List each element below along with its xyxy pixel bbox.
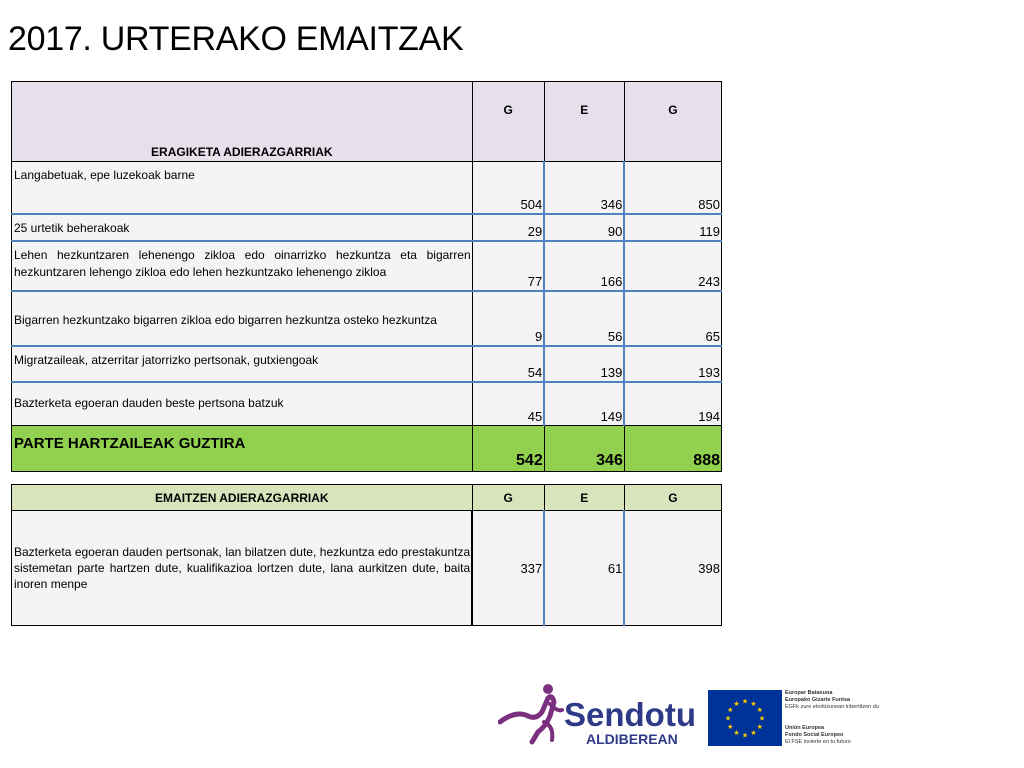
row-label: Migratzaileak, atzerritar jatorrizko pertsonak, gutxiengoak — [12, 346, 473, 382]
eu-star-icon: ★ — [750, 700, 757, 708]
eu-line: El FSE invierte en tu futuro — [785, 739, 851, 745]
eu-fund-text — [785, 690, 905, 746]
page-title: 2017. URTERAKO EMAITZAK — [8, 20, 464, 58]
row-value: 77 — [472, 241, 544, 291]
row-value: 504 — [472, 162, 544, 214]
row-value: 139 — [544, 346, 624, 382]
result-indicators-table — [11, 484, 722, 626]
header-col-3: G — [624, 82, 721, 162]
eu-star-icon: ★ — [733, 700, 740, 708]
row-value: 119 — [624, 214, 721, 241]
row-value: 9 — [472, 291, 544, 346]
eu-star-icon: ★ — [727, 707, 734, 714]
runner-icon — [500, 684, 562, 742]
eu-flag-icon — [708, 690, 782, 746]
operation-indicators-table — [11, 81, 722, 472]
table-row — [12, 241, 722, 291]
eu-line: EGFk zure etorkizunean inbertitzen du — [785, 704, 879, 710]
row-label: Lehen hezkuntzaren lehenengo zikloa edo oinarrizko hezkuntza eta bigarren hezkuntzaren lehengo zikloa edo lehen hezkuntzako lehenengo zikloa — [12, 241, 473, 291]
total-value: 888 — [624, 426, 721, 472]
header-col-1: G — [472, 82, 544, 162]
eu-star-icon: ★ — [727, 724, 734, 731]
total-row — [12, 426, 722, 472]
eu-star-icon: ★ — [733, 730, 740, 738]
eu-line: Europako Gizarte Funtsa — [785, 697, 851, 703]
sendotu-wordmark: Sendotu — [564, 696, 696, 733]
row-value: 398 — [624, 511, 721, 626]
header-indicator: ERAGIKETA ADIERAZGARRIAK — [12, 82, 473, 162]
table-row — [12, 291, 722, 346]
eu-star-icon: ★ — [741, 698, 749, 706]
row-label: 25 urtetik beherakoak — [12, 214, 473, 241]
eu-star-icon: ★ — [724, 715, 732, 723]
row-value: 45 — [472, 382, 544, 426]
header-col-3: G — [624, 485, 721, 511]
row-value: 166 — [544, 241, 624, 291]
table-header-row — [12, 485, 722, 511]
row-value: 54 — [472, 346, 544, 382]
table-row — [12, 382, 722, 426]
header-col-1: G — [472, 485, 544, 511]
table-row — [12, 511, 722, 626]
row-value: 243 — [624, 241, 721, 291]
table-header-row — [12, 82, 722, 162]
eu-star-icon: ★ — [756, 707, 763, 714]
table-row — [12, 214, 722, 241]
table-row — [12, 346, 722, 382]
row-value: 346 — [544, 162, 624, 214]
row-value: 194 — [624, 382, 721, 426]
row-value: 850 — [624, 162, 721, 214]
eu-line: Europar Batasuna — [785, 690, 833, 696]
row-label: Bazterketa egoeran dauden beste pertsona batzuk — [12, 382, 473, 426]
eu-star-icon: ★ — [741, 732, 749, 740]
row-value: 337 — [472, 511, 544, 626]
row-value: 65 — [624, 291, 721, 346]
row-value: 90 — [544, 214, 624, 241]
row-value: 56 — [544, 291, 624, 346]
eu-star-icon: ★ — [756, 724, 763, 731]
total-label: PARTE HARTZAILEAK GUZTIRA — [12, 426, 473, 472]
row-value: 61 — [544, 511, 624, 626]
row-value: 29 — [472, 214, 544, 241]
eu-line: Fondo Social Europeo — [785, 732, 844, 738]
row-label: Bazterketa egoeran dauden pertsonak, lan bilatzen dute, hezkuntza edo prestakuntza sistemetan parte hartzen dute, kualifikazioa lortzen dute, lana aurkitzen dute, baita inoren menpe — [12, 511, 473, 626]
row-label: Bigarren hezkuntzako bigarren zikloa edo bigarren hezkuntza osteko hezkuntza — [12, 291, 473, 346]
eu-star-icon: ★ — [750, 730, 757, 738]
total-value: 346 — [544, 426, 624, 472]
row-value: 193 — [624, 346, 721, 382]
total-value: 542 — [472, 426, 544, 472]
header-col-2: E — [544, 485, 624, 511]
sendotu-subtitle: ALDIBEREAN — [586, 731, 678, 747]
header-indicator: EMAITZEN ADIERAZGARRIAK — [12, 485, 473, 511]
eu-line: Unión Europea — [785, 725, 825, 731]
row-label: Langabetuak, epe luzekoak barne — [12, 162, 473, 214]
header-col-2: E — [544, 82, 624, 162]
row-value: 149 — [544, 382, 624, 426]
eu-star-icon: ★ — [758, 715, 766, 723]
sendotu-logo — [498, 682, 698, 748]
table-row — [12, 162, 722, 214]
